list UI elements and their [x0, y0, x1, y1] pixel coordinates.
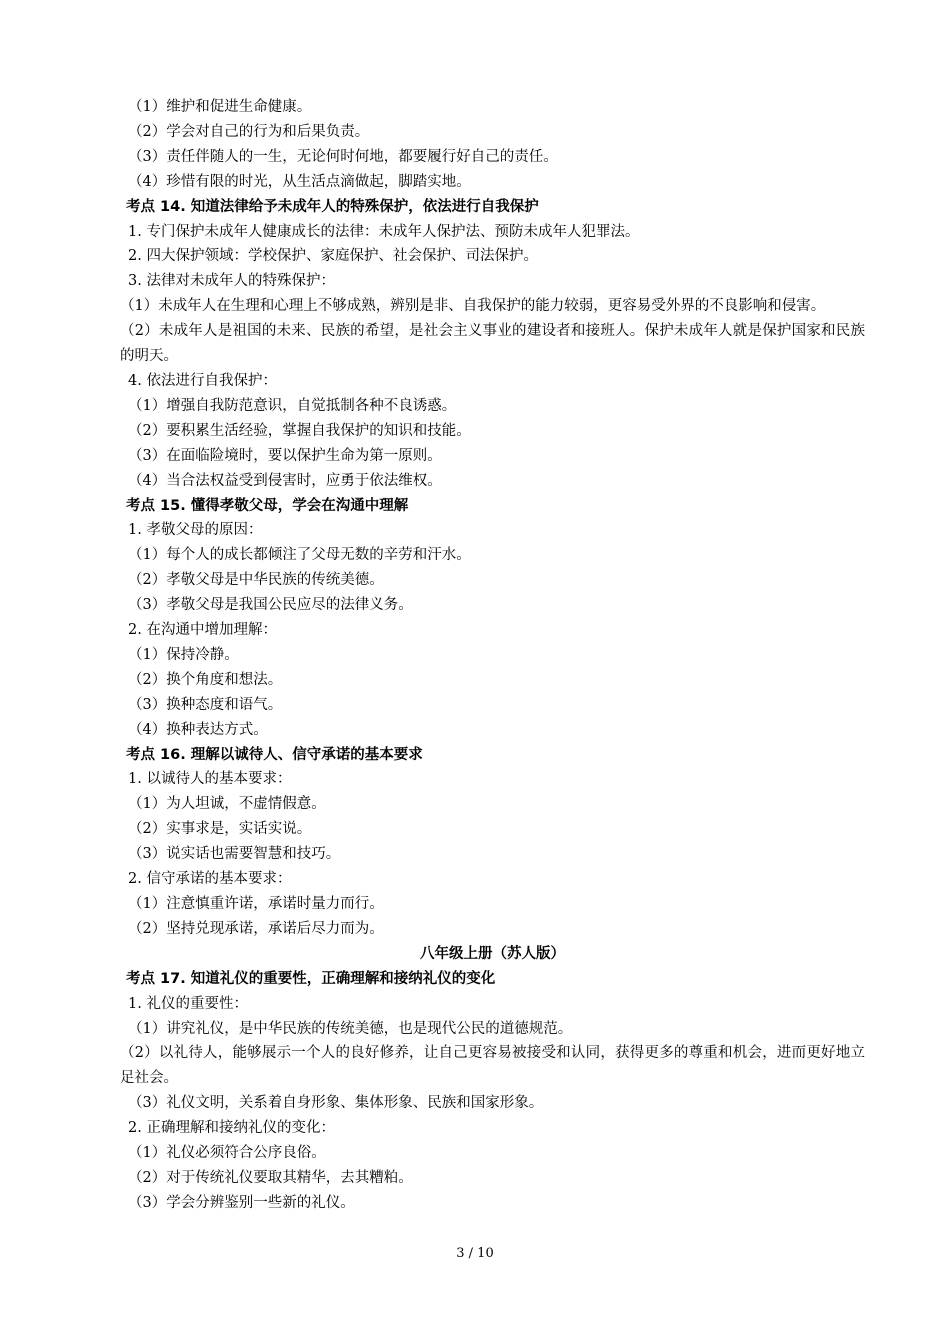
section-heading: 考点 15. 懂得孝敬父母，学会在沟通中理解 — [126, 497, 409, 514]
text-line: （3）孝敬父母是我国公民应尽的法律义务。 — [128, 597, 413, 614]
text-line: （3）学会分辨鉴别一些新的礼仪。 — [128, 1194, 355, 1211]
text-line: 1. 礼仪的重要性： — [128, 995, 248, 1012]
text-line: （1）讲究礼仪，是中华民族的传统美德，也是现代公民的道德规范。 — [128, 1020, 573, 1037]
text-line: 1. 专门保护未成年人健康成长的法律：未成年人保护法、预防未成年人犯罪法。 — [128, 223, 640, 240]
text-line: （3）换种态度和语气。 — [128, 696, 283, 713]
text-line: （4）换种表达方式。 — [128, 721, 268, 738]
section-heading: 考点 17. 知道礼仪的重要性，正确理解和接纳礼仪的变化 — [126, 970, 496, 987]
text-line: （4）当合法权益受到侵害时，应勇于依法维权。 — [128, 472, 442, 489]
section-heading: 考点 16. 理解以诚待人、信守承诺的基本要求 — [126, 746, 423, 763]
text-line: 2. 在沟通中增加理解： — [128, 622, 277, 639]
volume-title: 八年级上册（苏人版） — [420, 945, 565, 962]
text-line: （1）注意慎重许诺，承诺时量力而行。 — [128, 896, 384, 912]
text-line: （2）对于传统礼仪要取其精华，去其糟粕。 — [128, 1169, 413, 1186]
text-line: （2）坚持兑现承诺，承诺后尽力而为。 — [128, 920, 384, 937]
text-line: （2）换个角度和想法。 — [128, 671, 283, 688]
text-line: （1）保持冷静。 — [128, 646, 239, 663]
text-line: （3）责任伴随人的一生，无论何时何地，都要履行好自己的责任。 — [128, 148, 558, 165]
text-line: 2. 正确理解和接纳礼仪的变化： — [128, 1120, 335, 1137]
text-line: （1）礼仪必须符合公序良俗。 — [128, 1145, 326, 1162]
text-line: 2. 信守承诺的基本要求： — [128, 871, 292, 888]
page-number: 3 / 10 — [456, 1246, 494, 1261]
section-heading: 考点 14. 知道法律给予未成年人的特殊保护，依法进行自我保护 — [126, 198, 539, 215]
text-line: 4. 依法进行自我保护： — [128, 372, 277, 389]
text-line: （3）在面临险境时，要以保护生命为第一原则。 — [128, 447, 442, 464]
text-line: 1. 以诚待人的基本要求： — [128, 771, 292, 788]
text-line: （4）珍惜有限的时光，从生活点滴做起，脚踏实地。 — [128, 173, 471, 190]
paragraph: （2）以礼待人，能够展示一个人的良好修养，让自己更容易被接受和认同，获得更多的尊重和机会，进而更好地立足社会。 — [120, 1045, 865, 1087]
text-line: （2）学会对自己的行为和后果负责。 — [128, 123, 370, 140]
text-line: （1）每个人的成长都倾注了父母无数的辛劳和汗水。 — [128, 547, 471, 564]
text-line: （1）增强自我防范意识，自觉抵制各种不良诱惑。 — [128, 397, 457, 414]
text-line: 1. 孝敬父母的原因： — [128, 522, 263, 539]
document-body — [120, 95, 865, 1216]
text-line: （2）实事求是，实话实说。 — [128, 821, 312, 838]
text-line: （1）为人坦诚，不虚情假意。 — [128, 796, 326, 813]
text-line: （2）要积累生活经验，掌握自我保护的知识和技能。 — [128, 422, 471, 439]
paragraph: （2）未成年人是祖国的未来、民族的希望，是社会主义事业的建设者和接班人。保护未成年人就是保护国家和民族的明天。 — [120, 323, 865, 365]
text-line: （1）维护和促进生命健康。 — [128, 99, 312, 115]
text-line: （3）说实话也需要智慧和技巧。 — [128, 846, 341, 863]
text-line: （3）礼仪文明，关系着自身形象、集体形象、民族和国家形象。 — [128, 1095, 544, 1112]
text-line: （2）孝敬父母是中华民族的传统美德。 — [128, 572, 384, 589]
paragraph: （1）未成年人在生理和心理上不够成熟，辨别是非、自我保护的能力较弱，更容易受外界的不良影响和侵害。 — [120, 298, 826, 315]
text-line: 2. 四大保护领域：学校保护、家庭保护、社会保护、司法保护。 — [128, 248, 538, 265]
text-line: 3. 法律对未成年人的特殊保护： — [128, 273, 335, 290]
